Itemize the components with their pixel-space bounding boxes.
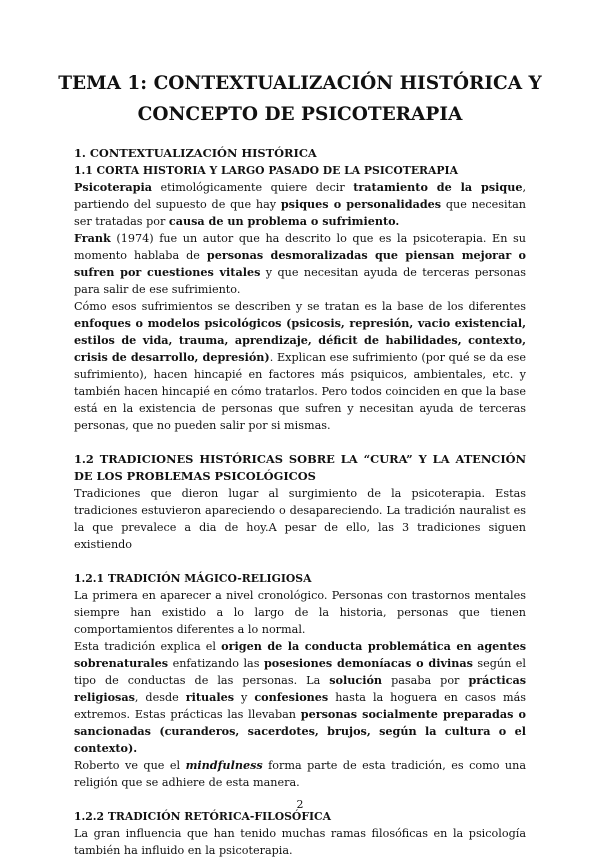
title-line-1: TEMA 1: CONTEXTUALIZACIÓN HISTÓRICA Y (58, 73, 542, 94)
title-line-2: CONCEPTO DE PSICOTERAPIA (137, 104, 463, 125)
section-heading-1: 1. CONTEXTUALIZACIÓN HISTÓRICA (74, 146, 317, 160)
paragraph-retorica: La gran influencia que han tenido muchas ramas filosóficas en la psicología también ha influido en la psicoterapia. (74, 827, 526, 857)
page-number: 2 (296, 798, 304, 811)
paragraph-magico-origen: Esta tradición explica el origen de la conducta problemática en agentes sobrenaturales enfatizando las posesiones demoníacas o divinas según el tipo de conductas de las personas. La solución pasaba por prácticas religiosas, desde rituales y confesiones hasta la hoguera en casos más extremos. Estas prácticas las llevaban personas socialmente preparadas o sancionadas (curanderos, sacerdotes, brujos, según la cultura o el contexto). (74, 639, 526, 755)
paragraph-tradiciones: Tradiciones que dieron lugar al surgimiento de la psicoterapia. Estas tradiciones estuvieron apareciendo o desapareciendo. La tradición nauralist es la que prevalece a dia de hoy.A pesar de ello, las 3 tradiciones siguen existiendo (74, 487, 526, 551)
document-body (74, 145, 526, 859)
section-heading-1-2-2: 1.2.2 TRADICIÓN RETÓRICA-FILOSÓFICA (74, 810, 332, 823)
section-heading-1-1: 1.1 CORTA HISTORIA Y LARGO PASADO DE LA PSICOTERAPIA (74, 164, 458, 177)
paragraph-modelos: Cómo esos sufrimientos se describen y se tratan es la base de los diferentes enfoques o modelos psicológicos (psicosis, represión, vacio existencial, estilos de vida, trauma, aprendizaje, déficit de habilidades, contexto, crisis de desarrollo, depresión). Explican ese sufrimiento (por qué se da ese sufrimiento), hacen hincapié en factores más psiquicos, ambientales, etc. y también hacen hincapié en cómo tratarlos. Pero todos coinciden en que la base está en la existencia de personas que sufren y necesitan ayuda de terceras personas, que no pueden salir por si mismas. (74, 300, 526, 432)
paragraph-mindfulness: Roberto ve que el mindfulness forma parte de esta tradición, es como una religión que se adhiere de esta manera. (74, 758, 526, 789)
section-heading-1-2: 1.2 TRADICIONES HISTÓRICAS SOBRE LA “CURA” Y LA ATENCIÓN DE LOS PROBLEMAS PSICOLÓGICOS (74, 452, 526, 483)
section-heading-1-2-1: 1.2.1 TRADICIÓN MÁGICO-RELIGIOSA (74, 572, 312, 585)
page-title (50, 68, 550, 130)
paragraph-frank: Frank (1974) fue un autor que ha descrito lo que es la psicoterapia. En su momento hablaba de personas desmoralizadas que piensan mejorar o sufren por cuestiones vitales y que necesitan ayuda de terceras personas para salir de ese sufrimiento. (74, 231, 527, 296)
paragraph-psicoterapia: Psicoterapia etimológicamente quiere decir tratamiento de la psique, partiendo del supuesto de que hay psiques o personalidades que necesitan ser tratadas por causa de un problema o sufrimiento. (74, 180, 527, 228)
paragraph-magico-intro: La primera en aparecer a nivel cronológico. Personas con trastornos mentales siempre han existido a lo largo de la historia, personas que tienen comportamientos diferentes a lo normal. (74, 589, 526, 636)
